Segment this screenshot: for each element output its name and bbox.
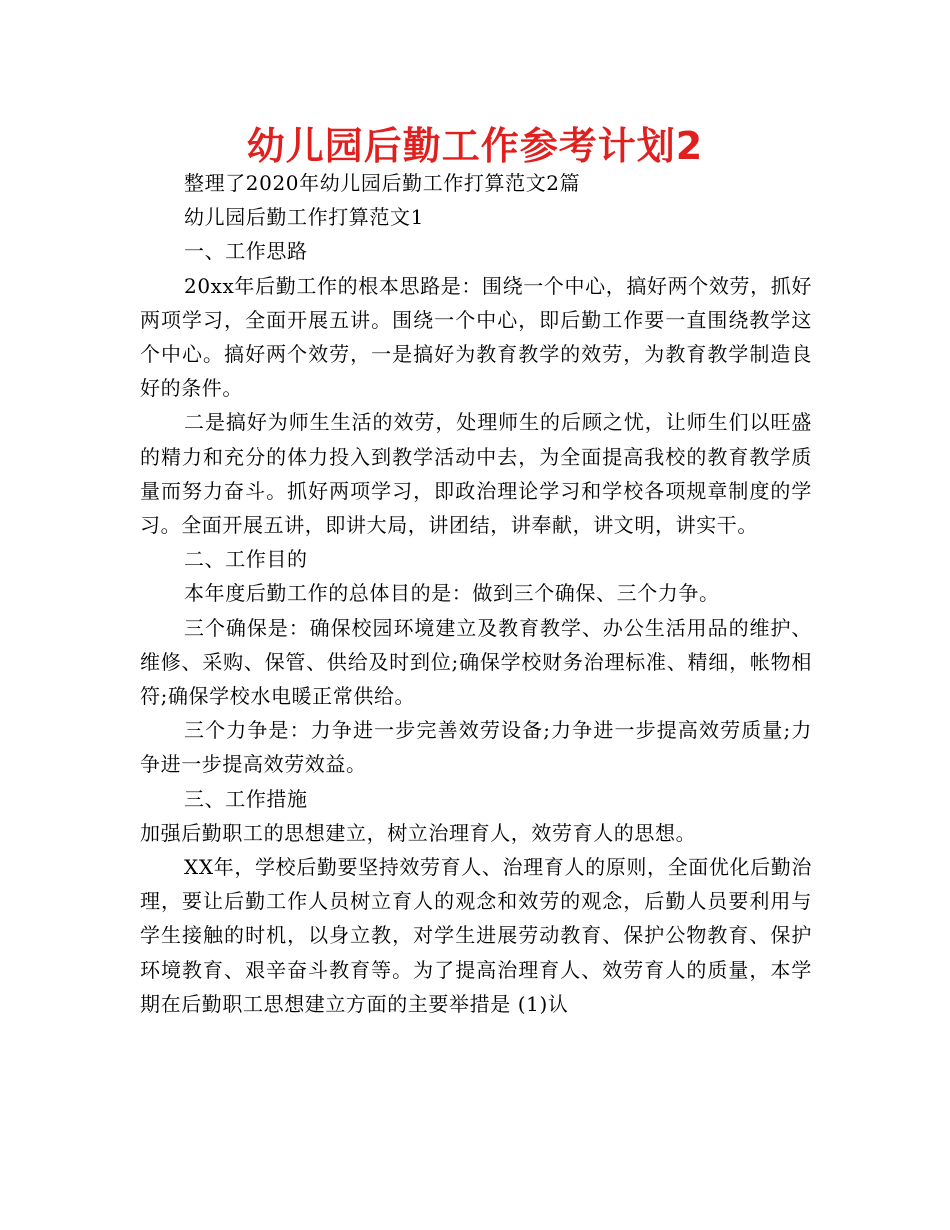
section-heading-work-ideas: 一、工作思路 (184, 239, 308, 264)
paragraph-intro: 整理了2020年幼儿园后勤工作打算范文2篇 (184, 171, 581, 195)
paragraph-subtitle: 幼儿园后勤工作打算范文1 (184, 205, 424, 230)
document-body (140, 166, 812, 1021)
paragraph-three-strives: 三个力争是：力争进一步完善效劳设备;力争进一步提高效劳质量;力争进一步提高效劳效益。 (140, 718, 812, 777)
paragraph-three-ensures: 三个确保是：确保校园环境建立及教育教学、办公生活用品的维护、维修、采购、保管、供给及时到位;确保学校财务治理标准、精细，帐物相符;确保学校水电暖正常供给。 (140, 615, 812, 709)
paragraph-work-ideas: 20xx年后勤工作的根本思路是：围绕一个中心，搞好两个效劳，抓好两项学习，全面开展五讲。围绕一个中心，即后勤工作要一直围绕教学这个中心。搞好两个效劳，一是搞好为教育教学的效劳，为教育教学制造良好的条件。 (140, 273, 812, 401)
paragraph-overall-goal: 本年度后勤工作的总体目的是：做到三个确保、三个力争。 (184, 581, 720, 606)
paragraph-service-life: 二是搞好为师生生活的效劳，处理师生的后顾之忧，让师生们以旺盛的精力和充分的体力投入到教学活动中去，为全面提高我校的教育教学质量而努力奋斗。抓好两项学习，即政治理论学习和学校各项规章制度的学习。全面开展五讲，即讲大局，讲团结，讲奉献，讲文明，讲实干。 (140, 410, 812, 538)
document-title: 幼儿园后勤工作参考计划2 (246, 124, 704, 168)
section-heading-work-goals: 二、工作目的 (184, 547, 308, 572)
section-heading-work-measures: 三、工作措施 (184, 786, 308, 811)
paragraph-xx-year: XX年，学校后勤要坚持效劳育人、治理育人的原则，全面优化后勤治理，要让后勤工作人员树立育人的观念和效劳的观念，后勤人员要利用与学生接触的时机，以身立教，对学生进展劳动教育、保护公物教育、保护环境教育、艰辛奋斗教育等。为了提高治理育人、效劳育人的质量，本学期在后勤职工思想建立方面的主要举措是 (1)认 (140, 855, 812, 1016)
paragraph-strengthen-staff: 加强后勤职工的思想建立，树立治理育人，效劳育人的思想。 (140, 820, 697, 845)
